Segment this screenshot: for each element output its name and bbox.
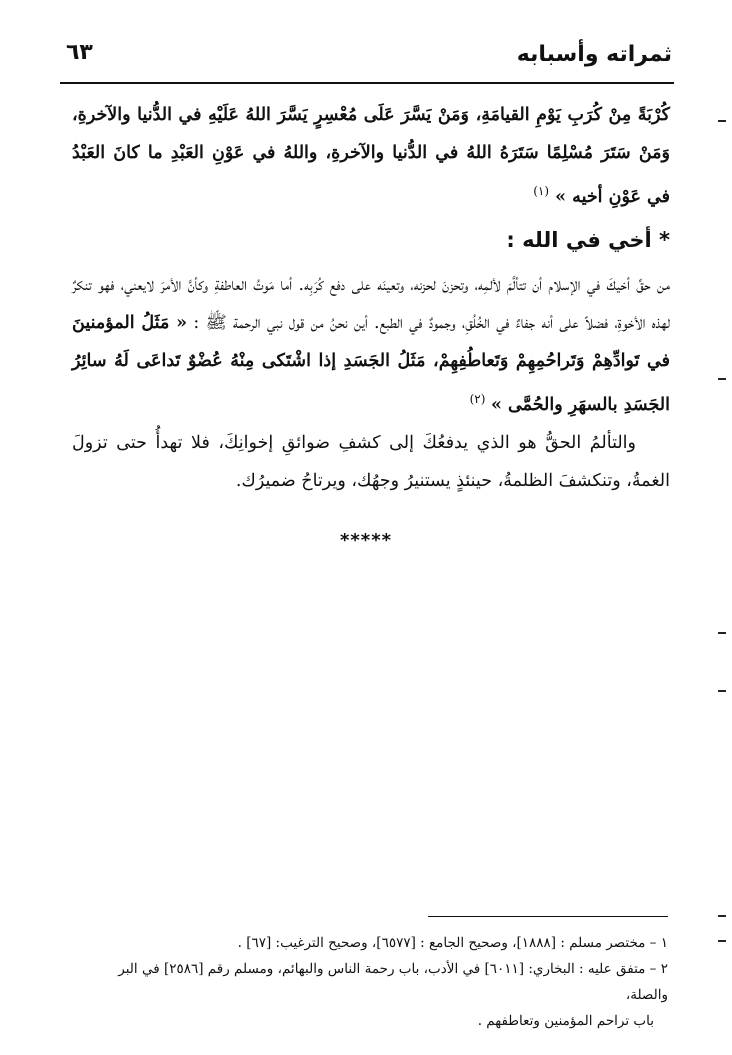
- section-heading: * أخي في الله :: [506, 227, 670, 252]
- hadith-2-text: « مَثَلُ المؤمنينَ في تَوادِّهِمْ وَتَراحُمِهِمْ وَتَعاطُفِهِمْ، مَثَلُ الجَسَدِ إذا اشْتَكى مِنْهُ عُضْوٌ تَداعَى لَهُ سائِرُ الجَسَدِ بالسهَرِ والحُمَّى »: [72, 312, 670, 415]
- hadith-continuation: [72, 96, 670, 216]
- binding-tick-mark: [718, 632, 726, 634]
- footnote-ref-1: (١): [533, 184, 550, 198]
- footnote-2: ٢ – متفق عليه : البخاري: [٦٠١١] في الأدب، باب رحمة الناس والبهائم، ومسلم رقم [٢٥٨٦] في البر والصلة،: [118, 961, 668, 1003]
- running-header: [60, 40, 672, 80]
- binding-tick-mark: [718, 378, 726, 380]
- paragraph-2: [72, 266, 670, 424]
- footnotes: [72, 930, 668, 1034]
- hadith-1-text: كُرْبَةً مِنْ كُرَبِ يَوْمِ القيامَةِ، وَمَنْ يَسَّرَ عَلَى مُعْسِرٍ يَسَّرَ اللهُ عَلَيْهِ في الدُّنيا والآخرةِ، وَمَنْ سَتَرَ مُسْلِمًا سَتَرَهُ اللهُ في الدُّنيا والآخرةِ، واللهُ في عَوْنِ العَبْدِ ما كانَ العَبْدُ في عَوْنِ أخيه »: [72, 105, 670, 207]
- running-title: ثمراته وأسبابه: [516, 42, 672, 67]
- footnote-1: ١ – مختصر مسلم : [١٨٨٨]، وصحيح الجامع : [٦٥٧٧]، وصحيح الترغيب: [٦٧] .: [237, 935, 668, 951]
- header-rule: [60, 82, 674, 84]
- binding-tick-mark: [718, 940, 726, 942]
- section-separator: *****: [339, 530, 393, 551]
- footnote-rule: [428, 916, 668, 917]
- binding-tick-mark: [718, 915, 726, 917]
- binding-tick-mark: [718, 120, 726, 122]
- binding-tick-mark: [718, 690, 726, 692]
- paragraph-2-text: من حقِّ أخيكَ في الإسلام أن تتألَّمَ لألمِه، وتحزنَ لحزنه، وتعينَه على دفع كُرَبِه. أما مَوتُ العاطفةِ وكأنَّ الأمرَ لايعني، فهو تنكرٌ لهذه الأخوةِ، فضلاً على أنه جفاءٌ في الخُلُقِ، وجمودٌ في الطبع. أين نحنُ من قول نبي الرحمة ﷺ :: [72, 274, 670, 333]
- main-text: [72, 96, 670, 500]
- footnote-2-continuation: باب تراحم المؤمنين وتعاطفهم .: [477, 1013, 654, 1029]
- footnote-ref-2: (٢): [469, 391, 486, 406]
- page-number: ٦٣: [66, 40, 93, 65]
- paragraph-3: والتألمُ الحقُّ هو الذي يدفعُكَ إلى كشفِ ضوائقِ إخوانِكَ، فلا تهدأُ حتى تزولَ الغمةُ، وتنكشفَ الظلمةُ، حينئذٍ يستنيرُ وجهُك، ويرتاحُ ضميرُك.: [72, 432, 670, 491]
